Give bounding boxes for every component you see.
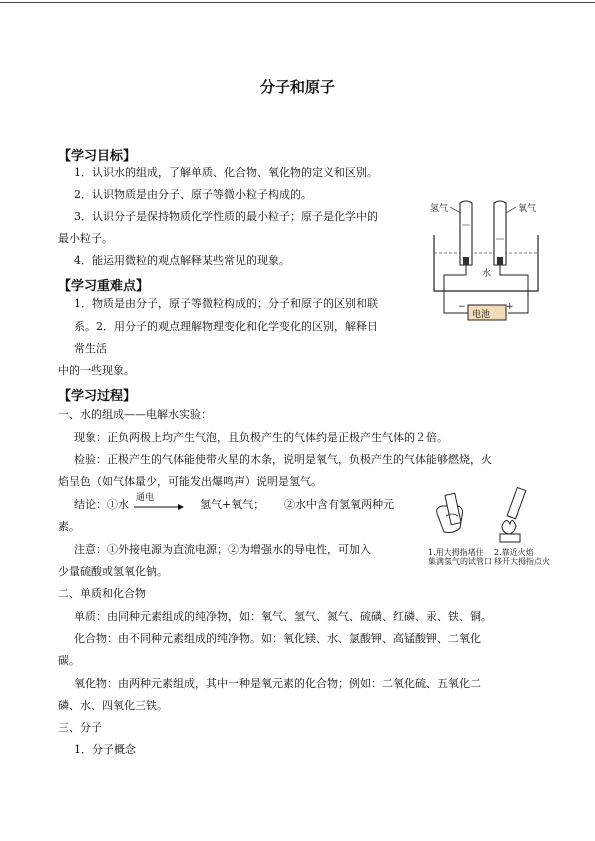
- keypoints-header: 【学习重难点】: [58, 279, 150, 294]
- test-text-2: 焰呈色（如气体量少，可能发出爆鸣声）说明是氢气。: [58, 475, 322, 488]
- compound-definition-1: 化合物：由不同种元素组成的纯净物。如：氧化镁、水、氯酸钾、高锰酸钾、二氧化: [74, 632, 481, 645]
- conclusion-tail: ②水中含有氢氧两种元: [284, 498, 394, 511]
- electrolysis-diagram: [420, 195, 558, 325]
- test-caption-left-1: 1.用大拇指堵住: [428, 548, 484, 557]
- page-title: 分子和原子: [259, 78, 335, 96]
- water-label: 水: [482, 269, 492, 279]
- phenomenon-text: 现象：正负两极上均产生气泡，且负极产生的气体约是正极产生气体的２倍。: [74, 431, 448, 444]
- note-text-1: 注意：①外接电源为直流电源；②为增强水的导电性，可加入: [74, 543, 371, 556]
- conclusion-prefix: 结论：①水: [74, 498, 129, 511]
- goals-header: 【学习目标】: [58, 149, 137, 164]
- note-text-2: 少量硫酸或氢氧化钠。: [58, 565, 168, 578]
- test-caption-right-1: 2.靠近火焰: [494, 548, 534, 557]
- oxide-definition-1: 氧化物：由两种元素组成，其中一种是氧元素的化合物；例如：二氧化硫、五氧化二: [74, 677, 481, 690]
- negative-terminal-label: −: [458, 302, 466, 312]
- section-2-title: 二、单质和化合物: [58, 587, 146, 600]
- oxide-definition-2: 磷、水、四氧化三铁。: [58, 699, 168, 712]
- goal-item-1: 1．认识水的组成，了解单质、化合物、氧化物的定义和区别。: [74, 166, 378, 179]
- oxygen-label: 氧气: [518, 204, 537, 214]
- test-caption-right-2: 移开大拇指点火: [494, 557, 550, 566]
- molecule-concept-subtitle: 1．分子概念: [74, 743, 136, 756]
- conclusion-products: 氢气+氧气；: [200, 498, 265, 511]
- hydrogen-label: 氢气: [430, 204, 449, 214]
- goal-item-2: 2．认识物质是由分子、原子等微小粒子构成的。: [74, 188, 312, 201]
- goal-item-3: 3．认识分子是保持物质化学性质的最小粒子；原子是化学中的: [74, 210, 378, 223]
- compound-definition-2: 碳。: [58, 654, 80, 667]
- hydrogen-test-diagram: [424, 486, 560, 548]
- goal-item-3-cont: 最小粒子。: [58, 232, 113, 245]
- keypoint-line-1: 1．物质是由分子，原子等微粒构成的；分子和原子的区别和联: [74, 297, 378, 310]
- arrow-condition-label: 通电: [136, 493, 155, 503]
- reaction-arrow: [134, 502, 184, 512]
- process-header: 【学习过程】: [58, 389, 137, 404]
- section-3-title: 三、分子: [58, 721, 102, 734]
- positive-terminal-label: +: [506, 302, 514, 312]
- battery-label: 电池: [472, 310, 491, 320]
- test-caption-left-2: 集满氢气的试管口: [428, 557, 492, 566]
- test-text-1: 检验：正极产生的气体能使带火星的木条，说明是氧气，负极产生的气体能够燃烧，火: [74, 453, 492, 466]
- conclusion-end: 素。: [58, 520, 80, 533]
- keypoint-line-2: 系。2．用分子的观点理解物理变化和化学变化的区别，解释日: [74, 320, 378, 333]
- keypoint-line-4: 中的一些现象。: [58, 364, 135, 377]
- section-1-title: 一、水的组成——电解水实验：: [58, 408, 212, 421]
- page-top-rule: [0, 2, 595, 3]
- keypoint-line-3: 常生活: [74, 342, 107, 355]
- goal-item-4: 4．能运用微粒的观点解释某些常见的现象。: [74, 254, 290, 267]
- element-definition: 单质：由同种元素组成的纯净物，如：氧气、氢气、氮气、硫磺、红磷、汞、铁、铜。: [74, 610, 492, 623]
